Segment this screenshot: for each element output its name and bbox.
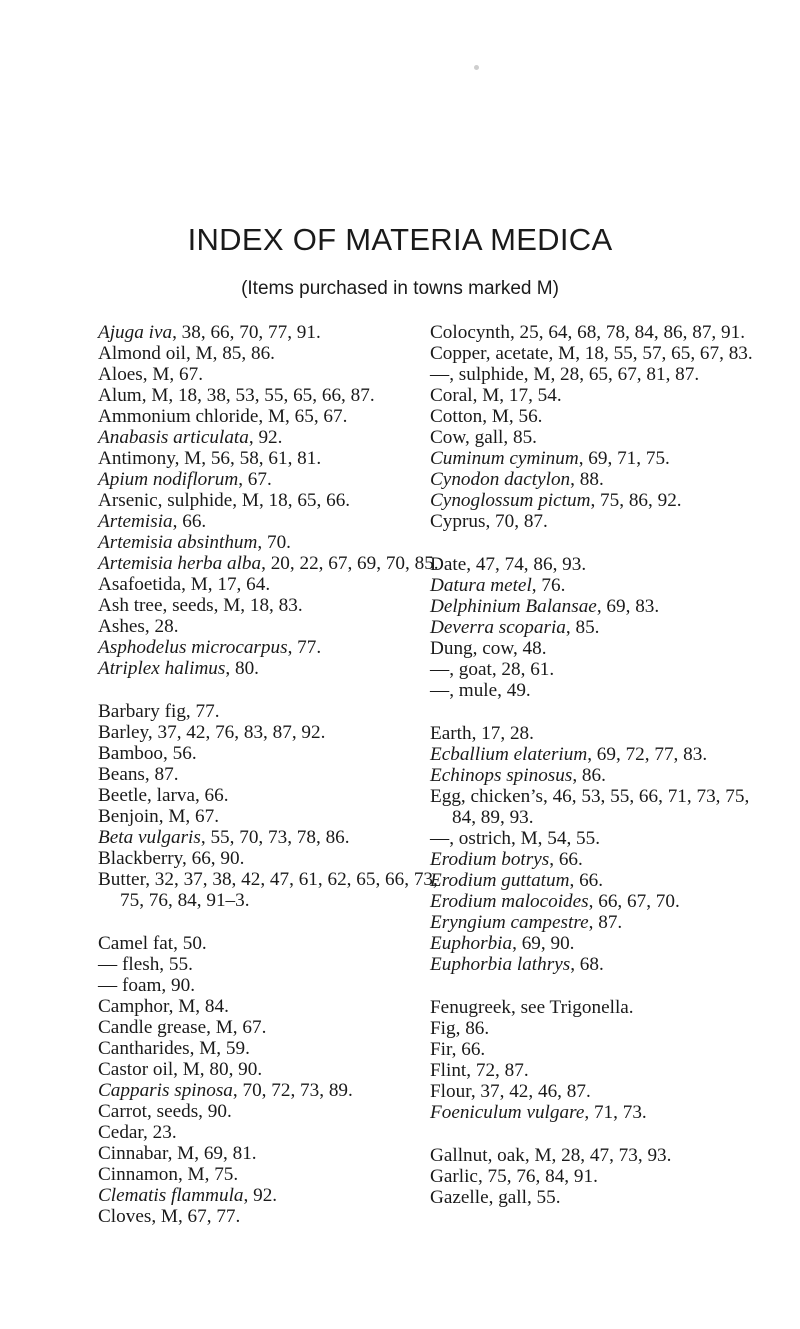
index-entry [98, 406, 448, 427]
entry-term: Dung [430, 638, 473, 659]
entry-references: , 80. [225, 658, 259, 679]
index-entry [430, 343, 775, 364]
index-entry [98, 1017, 448, 1038]
entry-term: Artemisia herba alba [98, 553, 262, 574]
index-entry [430, 912, 775, 933]
entry-term: Anabasis articulata [98, 427, 249, 448]
index-entry [430, 1145, 775, 1166]
entry-term: Almond oil [98, 343, 186, 364]
entry-term: Delphinium Balansae [430, 596, 597, 617]
entry-references: , 86. [572, 765, 606, 786]
entry-references: , mule, 49. [449, 680, 531, 701]
index-entry [98, 933, 448, 954]
entry-term: Cotton [430, 406, 483, 427]
entry-term: Euphorbia [430, 933, 513, 954]
entry-references: , 68. [570, 954, 604, 975]
group-separator [430, 1123, 775, 1145]
entry-references: , M, 67. [142, 364, 203, 385]
index-entry [430, 490, 775, 511]
entry-references: , chicken’s, 46, 53, 55, 66, 71, 73, 75, 84, 89, 93. [452, 786, 750, 828]
entry-references: , M, 18, 38, 53, 55, 65, 66, 87. [141, 385, 375, 406]
index-entry [430, 723, 775, 744]
paper-speck [474, 65, 479, 70]
index-entry [98, 975, 448, 996]
index-entry [98, 764, 448, 785]
index-entry [98, 1164, 448, 1185]
entry-references: , oak, M, 28, 47, 73, 93. [487, 1145, 672, 1166]
entry-term: Copper [430, 343, 486, 364]
entry-references: , 70, 72, 73, 89. [232, 1080, 353, 1101]
index-entry [430, 448, 775, 469]
entry-term: Antimony [98, 448, 175, 469]
entry-term: Egg [430, 786, 461, 807]
entry-references: , gall, 85. [465, 427, 537, 448]
index-entry [98, 1038, 448, 1059]
index-entry [98, 1185, 448, 1206]
entry-references: , 69, 83. [596, 596, 660, 617]
index-entry [98, 848, 448, 869]
entry-references: , M, 59. [189, 1038, 250, 1059]
index-entry [430, 1039, 775, 1060]
entry-term: Fig [430, 1018, 456, 1039]
entry-term: Deverra scoparia [430, 617, 566, 638]
group-separator [430, 701, 775, 723]
entry-references: , larva, 66. [147, 785, 229, 806]
entry-references: , 69, 90. [512, 933, 575, 954]
entry-references: , 55. [159, 954, 193, 975]
index-entry [430, 744, 775, 765]
index-entry [430, 997, 775, 1018]
index-entry [98, 322, 448, 343]
entry-term: Earth [430, 723, 472, 744]
entry-term: Atriplex halimus [98, 658, 226, 679]
index-entry [98, 1080, 448, 1101]
index-entry [430, 1060, 775, 1081]
index-entry [98, 722, 448, 743]
index-entry [98, 743, 448, 764]
entry-term: Cynodon dactylon [430, 469, 571, 490]
entry-term: Aloes [98, 364, 143, 385]
entry-term: Beans [98, 764, 145, 785]
index-entry [430, 786, 775, 828]
entry-term: Erodium guttatum [430, 870, 570, 891]
entry-references: , 47, 74, 86, 93. [466, 554, 587, 575]
entry-term: Fenugreek [430, 997, 511, 1018]
index-entry [430, 554, 775, 575]
index-entry [98, 343, 448, 364]
index-entry [430, 575, 775, 596]
entry-term: Ammonium chloride [98, 406, 259, 427]
entry-term: Castor oil [98, 1059, 174, 1080]
index-entry [430, 828, 775, 849]
index-entry [98, 1206, 448, 1227]
entry-references: , goat, 28, 61. [449, 659, 555, 680]
entry-term: Echinops spinosus [430, 765, 573, 786]
entry-references: , 20, 22, 67, 69, 70, 85. [261, 553, 439, 574]
entry-references: , M, 67, 77. [151, 1206, 241, 1227]
page-title: INDEX OF MATERIA MEDICA [187, 222, 613, 257]
index-entry [98, 595, 448, 616]
entry-term: Cantharides [98, 1038, 190, 1059]
entry-term: — [430, 364, 450, 385]
entry-references: , 50. [173, 933, 207, 954]
index-entry [98, 427, 448, 448]
entry-term: Alum [98, 385, 142, 406]
entry-term: Capparis spinosa [98, 1080, 233, 1101]
index-entry [430, 1018, 775, 1039]
entry-references: , 56. [163, 743, 197, 764]
entry-term: Ash tree [98, 595, 163, 616]
entry-references: , ostrich, M, 54, 55. [449, 828, 601, 849]
index-entry [430, 765, 775, 786]
entry-term: — foam [98, 975, 162, 996]
index-entry [430, 406, 775, 427]
entry-term: Beetle [98, 785, 148, 806]
entry-references: , see Trigonella. [511, 997, 634, 1018]
entry-references: , 66. [549, 849, 583, 870]
entry-references: , M, 17, 64. [181, 574, 271, 595]
entry-term: Fir [430, 1039, 452, 1060]
entry-term: Bamboo [98, 743, 164, 764]
index-entry [98, 532, 448, 553]
entry-term: Apium nodiflorum [98, 469, 239, 490]
entry-references: , 86. [455, 1018, 490, 1039]
entry-references: , sulphide, M, 28, 65, 67, 81, 87. [449, 364, 700, 385]
index-entry [98, 637, 448, 658]
entry-references: , 66, 67, 70. [588, 891, 680, 912]
entry-term: Erodium botrys [430, 849, 550, 870]
index-entry [98, 616, 448, 637]
entry-term: Cinnamon [98, 1164, 178, 1185]
index-entry [98, 511, 448, 532]
entry-references: , acetate, M, 18, 55, 57, 65, 67, 83. [485, 343, 753, 364]
entry-term: Gallnut [430, 1145, 488, 1166]
entry-term: Eryngium campestre [430, 912, 589, 933]
entry-references: , 67. [238, 469, 272, 490]
entry-references: , 69, 71, 75. [578, 448, 670, 469]
entry-term: Flint [430, 1060, 467, 1081]
entry-term: Erodium malocoides [430, 891, 589, 912]
entry-references: , M, 85, 86. [185, 343, 275, 364]
entry-term: Carrot [98, 1101, 148, 1122]
entry-references: , M, 65, 67. [258, 406, 348, 427]
entry-references: , M, 75. [177, 1164, 239, 1185]
entry-term: Cow [430, 427, 466, 448]
entry-references: , 71, 73. [584, 1102, 647, 1123]
entry-term: Date [430, 554, 467, 575]
entry-term: — [430, 828, 450, 849]
entry-references: , 87. [588, 912, 623, 933]
entry-references: , M, 80, 90. [173, 1059, 263, 1080]
entry-references: , 70. [257, 532, 291, 553]
index-entry [430, 659, 775, 680]
index-entry [98, 785, 448, 806]
entry-term: Foeniculum vulgare [430, 1102, 585, 1123]
entry-references: , 25, 64, 68, 78, 84, 86, 87, 91. [509, 322, 745, 343]
entry-term: Beta vulgaris [98, 827, 201, 848]
entry-references: , sulphide, M, 18, 65, 66. [157, 490, 351, 511]
entry-term: Artemisia [98, 511, 173, 532]
index-entry [98, 574, 448, 595]
entry-references: , 77. [185, 701, 220, 722]
entry-references: , 28. [144, 616, 179, 637]
entry-references: , M, 56. [482, 406, 543, 427]
entry-references: , 66. [569, 870, 604, 891]
entry-term: Camel fat [98, 933, 174, 954]
index-column-right [430, 322, 775, 1208]
index-entry [430, 849, 775, 870]
entry-references: , 87. [144, 764, 179, 785]
index-entry [98, 469, 448, 490]
index-entry [430, 870, 775, 891]
entry-references: , seeds, M, 18, 83. [162, 595, 303, 616]
entry-term: Camphor [98, 996, 169, 1017]
index-column-left [98, 322, 448, 1227]
index-entry [430, 680, 775, 701]
group-separator [98, 679, 448, 701]
index-entry [430, 1102, 775, 1123]
entry-term: Colocynth [430, 322, 510, 343]
index-entry [98, 827, 448, 848]
index-entry [430, 511, 775, 532]
entry-references: , 85. [565, 617, 600, 638]
entry-references: , 66. [172, 511, 207, 532]
index-entry [98, 553, 448, 574]
index-entry [98, 1101, 448, 1122]
index-entry [430, 322, 775, 343]
entry-term: Asphodelus microcarpus [98, 637, 288, 658]
page-subtitle: (Items purchased in towns marked M) [241, 278, 559, 299]
entry-term: Coral [430, 385, 473, 406]
entry-references: , 17, 28. [471, 723, 534, 744]
entry-term: Candle grease [98, 1017, 207, 1038]
entry-term: Cuminum cyminum [430, 448, 579, 469]
entry-term: Euphorbia lathrys [430, 954, 571, 975]
index-entry [430, 638, 775, 659]
entry-references: , gall, 55. [488, 1187, 561, 1208]
group-separator [430, 532, 775, 554]
index-entry [98, 658, 448, 679]
index-entry [430, 617, 775, 638]
entry-references: , M, 17, 54. [472, 385, 562, 406]
entry-term: Ecballium elaterium [430, 744, 588, 765]
index-entry [98, 996, 448, 1017]
index-entry [98, 490, 448, 511]
entry-references: , 70, 87. [485, 511, 548, 532]
entry-references: , 55, 70, 73, 78, 86. [200, 827, 350, 848]
index-entry [98, 869, 448, 911]
entry-term: Benjoin [98, 806, 159, 827]
entry-term: Cedar [98, 1122, 144, 1143]
entry-references: , cow, 48. [472, 638, 547, 659]
index-entry [98, 1059, 448, 1080]
index-entry [430, 954, 775, 975]
group-separator [98, 911, 448, 933]
entry-references: , 32, 37, 38, 42, 47, 61, 62, 65, 66, 73, 75, 76, 84, 91–3. [120, 869, 438, 911]
entry-term: Barley [98, 722, 148, 743]
entry-term: Gazelle [430, 1187, 489, 1208]
entry-term: Artemisia absinthum [98, 532, 258, 553]
entry-references: , 75, 76, 84, 91. [477, 1166, 598, 1187]
entry-term: — flesh [98, 954, 160, 975]
entry-references: , 66, 90. [182, 848, 245, 869]
entry-term: — [430, 680, 450, 701]
group-separator [430, 975, 775, 997]
entry-term: Cinnabar [98, 1143, 168, 1164]
entry-term: Asafoetida [98, 574, 182, 595]
entry-references: , 77. [287, 637, 322, 658]
entry-term: Ashes [98, 616, 145, 637]
index-entry [430, 1081, 775, 1102]
entry-references: , M, 69, 81. [167, 1143, 257, 1164]
entry-references: , 66. [451, 1039, 486, 1060]
entry-term: Datura metel [430, 575, 532, 596]
entry-term: Blackberry [98, 848, 182, 869]
index-entry [98, 701, 448, 722]
entry-term: Clematis flammula [98, 1185, 244, 1206]
entry-references: , 75, 86, 92. [590, 490, 682, 511]
entry-references: , M, 67. [206, 1017, 267, 1038]
entry-references: , M, 56, 58, 61, 81. [174, 448, 322, 469]
entry-references: , 37, 42, 76, 83, 87, 92. [147, 722, 326, 743]
entry-term: Garlic [430, 1166, 478, 1187]
entry-term: Butter [98, 869, 146, 890]
index-entry [430, 427, 775, 448]
entry-term: Cynoglossum pictum [430, 490, 591, 511]
index-entry [430, 385, 775, 406]
entry-term: Flour [430, 1081, 471, 1102]
index-entry [98, 806, 448, 827]
entry-references: , 92. [243, 1185, 278, 1206]
entry-references: , 23. [143, 1122, 177, 1143]
index-entry [98, 1143, 448, 1164]
index-entry [430, 1187, 775, 1208]
entry-references: , 88. [570, 469, 604, 490]
index-entry [430, 596, 775, 617]
entry-references: , 69, 72, 77, 83. [587, 744, 708, 765]
entry-references: , 92. [248, 427, 283, 448]
index-entry [98, 364, 448, 385]
entry-references: , 38, 66, 70, 77, 91. [172, 322, 321, 343]
entry-term: — [430, 659, 450, 680]
entry-references: , seeds, 90. [147, 1101, 232, 1122]
index-entry [98, 448, 448, 469]
entry-term: Cloves [98, 1206, 152, 1227]
entry-references: , 76. [531, 575, 566, 596]
entry-term: Ajuga iva [98, 322, 173, 343]
index-entry [430, 891, 775, 912]
entry-references: , 37, 42, 46, 87. [470, 1081, 591, 1102]
index-entry [430, 469, 775, 490]
index-entry [430, 364, 775, 385]
entry-references: , M, 84. [168, 996, 229, 1017]
entry-term: Barbary fig [98, 701, 186, 722]
index-entry [98, 385, 448, 406]
entry-term: Arsenic [98, 490, 158, 511]
entry-references: , 90. [161, 975, 195, 996]
entry-references: , M, 67. [158, 806, 219, 827]
index-entry [98, 954, 448, 975]
index-entry [430, 933, 775, 954]
index-entry [98, 1122, 448, 1143]
entry-references: , 72, 87. [466, 1060, 529, 1081]
index-entry [430, 1166, 775, 1187]
entry-term: Cyprus [430, 511, 486, 532]
